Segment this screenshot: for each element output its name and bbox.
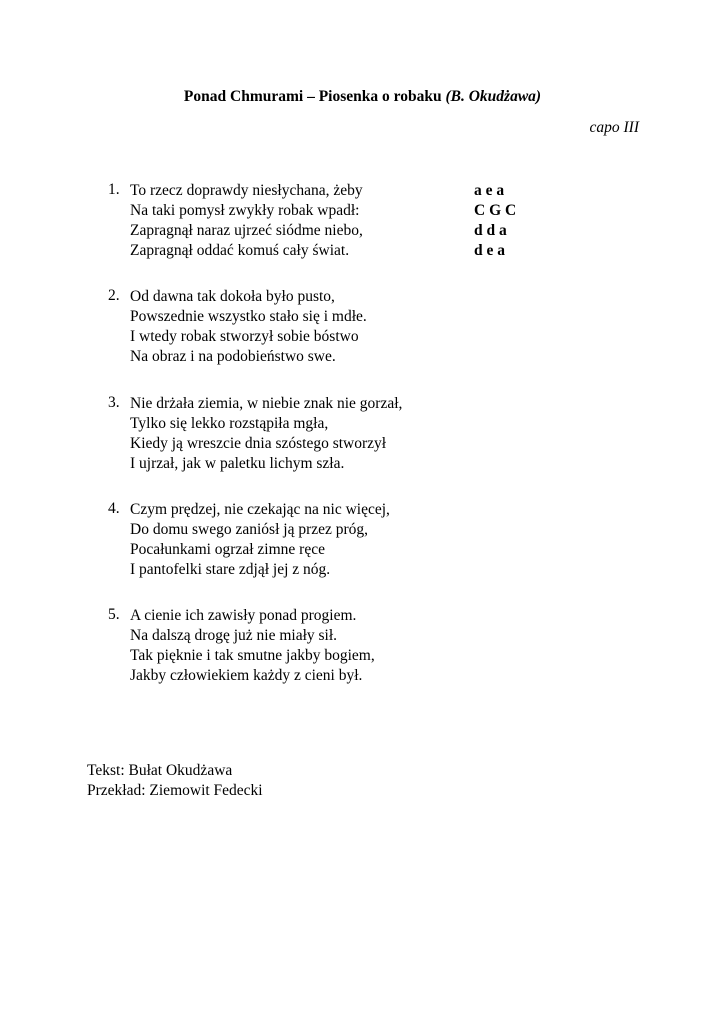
verse-line: A cienie ich zawisły ponad progiem. <box>130 607 357 624</box>
verse-line: Na taki pomysł zwykły robak wpadł: <box>130 202 360 219</box>
verse-line: Od dawna tak dokoła było pusto, <box>130 288 335 305</box>
verse-line: Tylko się lekko rozstąpiła mgła, <box>130 415 329 432</box>
verse-line: Nie drżała ziemia, w niebie znak nie gorzał, <box>130 395 403 412</box>
verse-line: Na dalszą drogę już nie miały sił. <box>130 627 338 644</box>
capo-note: capo III <box>589 119 639 136</box>
chord-line: d e a <box>474 242 505 259</box>
title-author: (B. Okudżawa) <box>445 88 542 105</box>
verse-line: Na obraz i na podobieństwo swe. <box>130 348 336 365</box>
verse-line: I wtedy robak stworzył sobie bóstwo <box>130 328 359 345</box>
credit-text-author: Tekst: Bułat Okudżawa <box>87 762 233 779</box>
verse-line: Pocałunkami ogrzał zimne ręce <box>130 541 325 558</box>
verse-line: Kiedy ją wreszcie dnia szóstego stworzył <box>130 435 387 452</box>
chord-line: d d a <box>474 222 507 239</box>
verse-number: 1. <box>108 181 120 198</box>
verse-line: Powszednie wszystko stało się i mdłe. <box>130 308 367 325</box>
verse-line: Tak pięknie i tak smutne jakby bogiem, <box>130 647 375 664</box>
verse-number: 5. <box>108 606 120 623</box>
chord-line: a e a <box>474 182 505 199</box>
credit-translator: Przekład: Ziemowit Fedecki <box>87 782 263 799</box>
verse-line: Do domu swego zaniósł ją przez próg, <box>130 521 369 538</box>
song-title <box>0 88 725 106</box>
title-text: Ponad Chmurami – Piosenka o robaku <box>183 88 442 105</box>
verse-number: 3. <box>108 394 120 411</box>
chord-block <box>474 181 516 261</box>
verse-number: 4. <box>108 500 120 517</box>
chord-line: C G C <box>474 202 517 219</box>
verse-line: Jakby człowiekiem każdy z cieni był. <box>130 667 363 684</box>
verse-line: I pantofelki stare zdjął jej z nóg. <box>130 561 331 578</box>
credits <box>87 761 263 801</box>
verse-line: Zapragnął naraz ujrzeć siódme niebo, <box>130 222 363 239</box>
verse-line: I ujrzał, jak w paletku lichym szła. <box>130 455 345 472</box>
verse-line: Zapragnął oddać komuś cały świat. <box>130 242 350 259</box>
verse-line: To rzecz doprawdy niesłychana, żeby <box>130 182 363 199</box>
verse-line: Czym prędzej, nie czekając na nic więcej, <box>130 501 390 518</box>
verse-number: 2. <box>108 287 120 304</box>
